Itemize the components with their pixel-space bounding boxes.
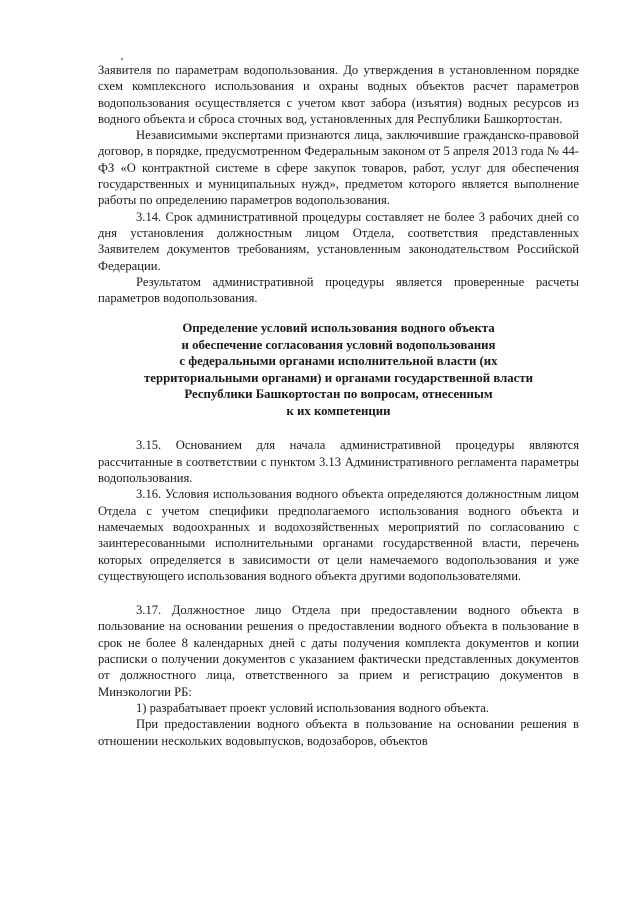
paragraph: 3.15. Основанием для начала административной процедуры являются рассчитанные в соответствии с пунктом 3.13 Административного регламента параметры водопользования. [98, 438, 579, 486]
heading-line: с федеральными органами исполнительной власти (их [179, 354, 498, 369]
paragraph: Результатом административной процедуры является проверенные расчеты параметров водопользования. [98, 274, 579, 306]
heading-line: территориальными органами) и органами государственной власти [143, 370, 533, 385]
heading-line: Определение условий использования водного объекта [182, 321, 495, 336]
heading-line: и обеспечение согласования условий водопользования [181, 337, 496, 352]
paragraph: 3.17. Должностное лицо Отдела при предоставлении водного объекта в пользование на основании решения о предоставлении водного объекта в пользование в срок не более 8 календарных дней с даты получения комплекта документов и копии расписки о получении документов с указанием фактически представленных документов от должностного лица, ответственного за прием и регистрацию документов в Минэкологии РБ: [98, 603, 579, 699]
scan-speck [121, 58, 123, 60]
paragraph: Заявителя по параметрам водопользования. До утверждения в установленном порядке схем комплексного использования и охраны водных объектов расчет параметров водопользования осуществляется с учетом квот забора (изъятия) водных ресурсов из водного объекта и сброса сточных вод, установленных для Республики Башкортостан. [98, 63, 579, 126]
paragraph: 3.14. Срок административной процедуры составляет не более 3 рабочих дней со дня установления должностным лицом Отдела, соответствия представленных Заявителем документов требованиям, установленным законодательством Российской Федерации. [98, 209, 579, 273]
section-heading [128, 320, 549, 419]
paragraph: 3.16. Условия использования водного объекта определяются должностным лицом Отдела с учетом специфики предполагаемого использования водного объекта и намечаемых водоохранных и водохозяйственных мероприятий по согласованию с заинтересованными исполнительными органами государственной власти, перечень которых определяется в зависимости от цели намечаемого водопользования и уже существующего использования водного объекта другими водопользователями. [98, 487, 579, 583]
document-body [98, 62, 579, 749]
paragraph: Независимыми экспертами признаются лица, заключившие гражданско-правовой договор, в порядке, предусмотренном Федеральным законом от 5 апреля 2013 года № 44-ФЗ «О контрактной системе в сфере закупок товаров, работ, услуг для обеспечения государственных и муниципальных нужд», предметом которого является выполнение работы по определению параметров водопользования. [98, 128, 579, 208]
heading-line: к их компетенции [286, 403, 391, 418]
paragraph: При предоставлении водного объекта в пользование на основании решения в отношении нескольких водовыпусков, водозаборов, объектов [98, 717, 579, 748]
heading-line: Республики Башкортостан по вопросам, отнесенным [184, 387, 493, 402]
paragraph: 1) разрабатывает проект условий использования водного объекта. [136, 700, 489, 715]
